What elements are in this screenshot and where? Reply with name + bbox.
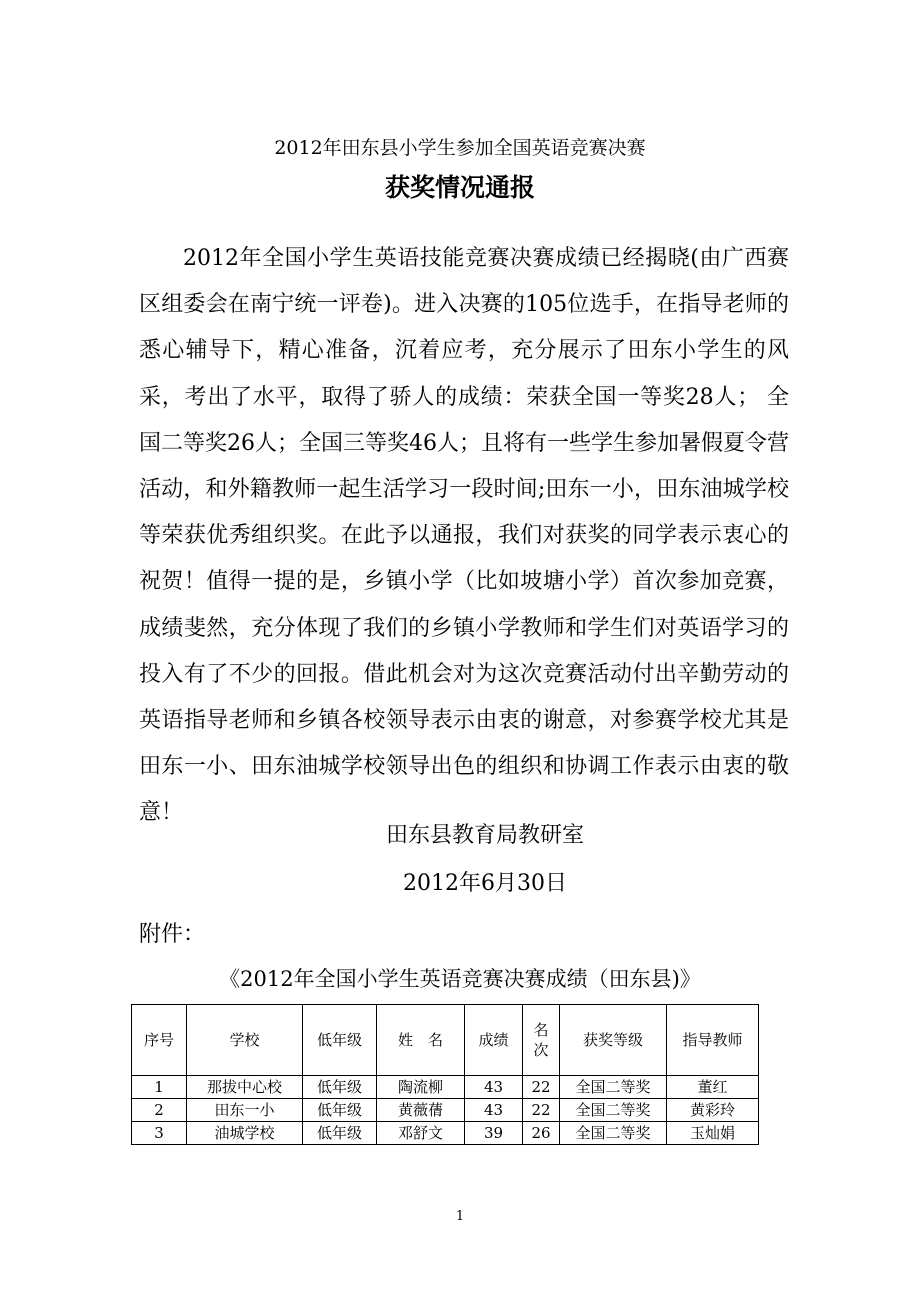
cell-grade: 低年级 [303,1122,377,1145]
table-row [132,1122,759,1145]
results-table [131,1004,759,1145]
cell-award: 全国二等奖 [560,1122,667,1145]
document-title: 获奖情况通报 [384,173,535,202]
cell-award: 全国二等奖 [560,1076,667,1099]
table-header-row [132,1005,759,1076]
header-rank-line1: 名 [533,1021,549,1039]
signature-date: 2012年6月30日 [403,871,567,896]
header-score: 成绩 [465,1005,523,1076]
attachment-label: 附件： [139,922,206,947]
cell-score: 43 [465,1076,523,1099]
cell-grade: 低年级 [303,1099,377,1122]
cell-teacher: 黄彩玲 [667,1099,759,1122]
cell-grade: 低年级 [303,1076,377,1099]
table-title: 《2012年全国小学生英语竞赛决赛成绩（田东县)》 [219,967,701,991]
cell-teacher: 玉灿娟 [667,1122,759,1145]
cell-name: 邓舒文 [377,1122,465,1145]
cell-no: 3 [132,1122,187,1145]
header-no: 序号 [132,1005,187,1076]
cell-school: 田东一小 [187,1099,303,1122]
cell-no: 2 [132,1099,187,1122]
signature-organization: 田东县教育局教研室 [385,823,584,848]
table-row [132,1099,759,1122]
cell-score: 43 [465,1099,523,1122]
cell-rank: 22 [523,1076,560,1099]
cell-name: 陶流柳 [377,1076,465,1099]
cell-award: 全国二等奖 [560,1099,667,1122]
header-name: 姓 名 [377,1005,465,1076]
header-rank [523,1005,560,1076]
header-award: 获奖等级 [560,1005,667,1076]
page-number: 1 [455,1209,465,1224]
cell-no: 1 [132,1076,187,1099]
cell-teacher: 董红 [667,1076,759,1099]
header-school: 学校 [187,1005,303,1076]
cell-rank: 26 [523,1122,560,1145]
table-row [132,1076,759,1099]
header-teacher: 指导教师 [667,1005,759,1076]
body-paragraph: 2012年全国小学生英语技能竞赛决赛成绩已经揭晓(由广西赛区组委会在南宁统一评卷)。进入决赛的105位选手，在指导老师的悉心辅导下，精心准备，沉着应考，充分展示了田东小学生的风采，考出了水平，取得了骄人的成绩：荣获全国一等奖28人； 全国二等奖26人；全国三等奖46人；且将有一些学生参加暑假夏令营活动，和外籍教师一起生活学习一段时间;田东一小，田东油城学校等荣获优秀组织奖。在此予以通报，我们对获奖的同学表示衷心的祝贺！值得一提的是，乡镇小学（比如坡塘小学）首次参加竞赛，成绩斐然，充分体现了我们的乡镇小学教师和学生们对英语学习的投入有了不少的回报。借此机会对为这次竞赛活动付出辛勤劳动的英语指导老师和乡镇各校领导表示由衷的谢意，对参赛学校尤其是田东一小、田东油城学校领导出色的组织和协调工作表示由衷的敬意！ [139,246,789,826]
cell-school: 那拔中心校 [187,1076,303,1099]
document-subtitle: 2012年田东县小学生参加全国英语竞赛决赛 [274,137,646,159]
cell-rank: 22 [523,1099,560,1122]
cell-name: 黄薇蒨 [377,1099,465,1122]
header-grade: 低年级 [303,1005,377,1076]
cell-score: 39 [465,1122,523,1145]
header-rank-line2: 次 [533,1041,549,1059]
cell-school: 油城学校 [187,1122,303,1145]
